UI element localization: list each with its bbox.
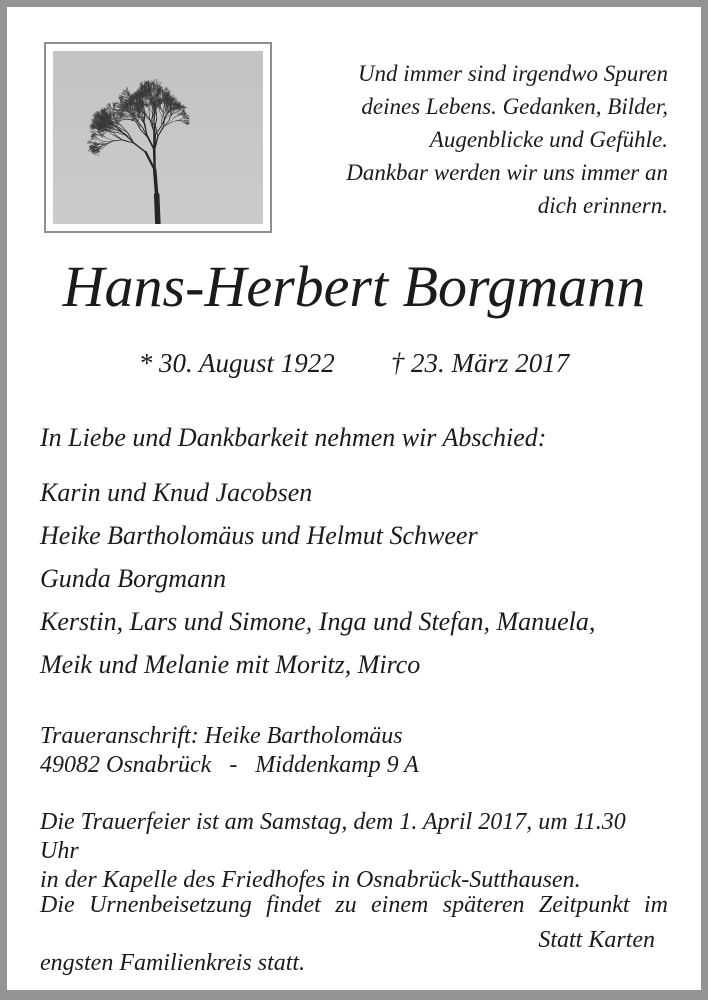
- quote-line: Dankbar werden wir uns immer an: [346, 160, 668, 185]
- funeral-service-info: [40, 808, 670, 895]
- quote-line: Und immer sind irgendwo Spuren: [357, 61, 668, 86]
- mourner-line: Karin und Knud Jacobsen: [40, 478, 313, 507]
- memorial-quote: [308, 57, 668, 222]
- burial-info-line: Die Urnenbeisetzung findet zu einem späteren Zeitpunkt im: [40, 892, 668, 918]
- burial-info-line: engsten Familienkreis statt.: [40, 950, 306, 976]
- mourners-list: [40, 471, 595, 686]
- mourner-line: Meik und Melanie mit Moritz, Mirco: [40, 650, 421, 679]
- funeral-service-line: in der Kapelle des Friedhofes in Osnabrück-Sutthausen.: [40, 867, 581, 893]
- death-date: † 23. März 2017: [390, 348, 570, 378]
- deceased-name: Hans-Herbert Borgmann: [62, 254, 646, 319]
- mourner-line: Kerstin, Lars und Simone, Inga und Stefan, Manuela,: [40, 607, 596, 636]
- mourning-address-name: Traueranschrift: Heike Bartholomäus: [40, 723, 403, 749]
- mourner-line: Gunda Borgmann: [40, 564, 227, 593]
- mourner-line: Heike Bartholomäus und Helmut Schweer: [40, 521, 478, 550]
- life-dates: [7, 348, 701, 379]
- mourning-address: [40, 722, 419, 780]
- bare-tree-icon: [53, 51, 263, 224]
- tree-photo: [53, 51, 263, 224]
- birth-date: * 30. August 1922: [138, 348, 335, 378]
- quote-line: deines Lebens. Gedanken, Bilder,: [361, 94, 668, 119]
- quote-line: dich erinnern.: [537, 193, 668, 218]
- photo-frame: [44, 42, 272, 233]
- quote-line: Augenblicke und Gefühle.: [429, 127, 668, 152]
- funeral-service-line: Die Trauerfeier ist am Samstag, dem 1. April 2017, um 11.30 Uhr: [40, 809, 626, 864]
- mourning-address-street: 49082 Osnabrück - Middenkamp 9 A: [40, 752, 419, 778]
- farewell-intro: In Liebe und Dankbarkeit nehmen wir Abschied:: [40, 423, 547, 452]
- statt-karten-note: Statt Karten: [538, 927, 655, 953]
